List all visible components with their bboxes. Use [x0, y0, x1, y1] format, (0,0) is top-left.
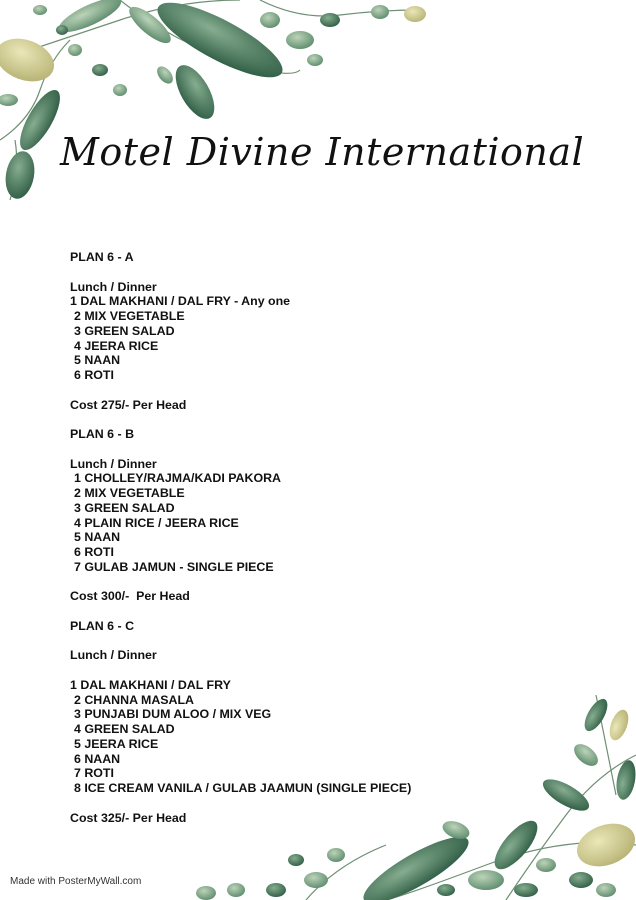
spacer: [70, 604, 570, 619]
menu-item: 7 GULAB JAMUN - SINGLE PIECE: [74, 559, 274, 574]
menu-item: 4 GREEN SALAD: [74, 722, 175, 736]
menu-item: 6 NAAN: [74, 751, 121, 766]
plan-name: PLAN 6 - B: [70, 427, 135, 441]
menu-item: 4 PLAIN RICE / JEERA RICE: [74, 515, 239, 530]
plan-name: PLAN 6 - A: [70, 250, 134, 264]
spacer: [70, 634, 570, 649]
menu-item: 8 ICE CREAM VANILA / GULAB JAAMUN (SINGLE PIECE): [74, 781, 412, 795]
menu-item: 5 JEERA RICE: [74, 736, 159, 751]
menu-item: 1 DAL MAKHANI / DAL FRY: [70, 677, 231, 692]
foliage-top-left: [0, 0, 440, 215]
poster-title: Motel Divine International: [60, 130, 585, 174]
menu-item: 3 GREEN SALAD: [74, 323, 175, 338]
menu-item: 5 NAAN: [74, 530, 121, 545]
plan-cost: Cost 325/- Per Head: [70, 810, 187, 825]
plan-meal: Lunch / Dinner: [70, 456, 157, 471]
menu-item: 2 MIX VEGETABLE: [74, 309, 185, 323]
menu-item: 4 JEERA RICE: [74, 338, 159, 353]
menu-item: 2 CHANNA MASALA: [74, 692, 195, 707]
spacer: [70, 412, 570, 427]
plan-name: PLAN 6 - C: [70, 618, 135, 633]
plan-meal: Lunch / Dinner: [70, 648, 157, 663]
spacer: [70, 442, 570, 457]
menu-item: 5 NAAN: [74, 353, 121, 368]
plan-meal: Lunch / Dinner: [70, 279, 157, 294]
plan-cost: Cost 275/- Per Head: [70, 397, 187, 412]
menu-item: 1 DAL MAKHANI / DAL FRY - Any one: [70, 294, 291, 309]
menu-item: 2 MIX VEGETABLE: [74, 486, 185, 500]
spacer: [70, 265, 570, 280]
menu-item: 6 ROTI: [74, 368, 114, 382]
menu-item: 7 ROTI: [74, 766, 114, 781]
footer-credit: Made with PosterMyWall.com: [10, 876, 142, 887]
menu-plans: [70, 250, 570, 825]
spacer: [70, 575, 570, 590]
spacer: [70, 663, 570, 678]
spacer: [70, 796, 570, 811]
menu-item: 1 CHOLLEY/RAJMA/KADI PAKORA: [74, 471, 281, 486]
menu-item: 3 GREEN SALAD: [74, 500, 175, 515]
spacer: [70, 383, 570, 398]
plan-cost: Cost 300/- Per Head: [70, 589, 190, 604]
menu-item: 3 PUNJABI DUM ALOO / MIX VEG: [74, 707, 272, 722]
menu-item: 6 ROTI: [74, 545, 114, 559]
